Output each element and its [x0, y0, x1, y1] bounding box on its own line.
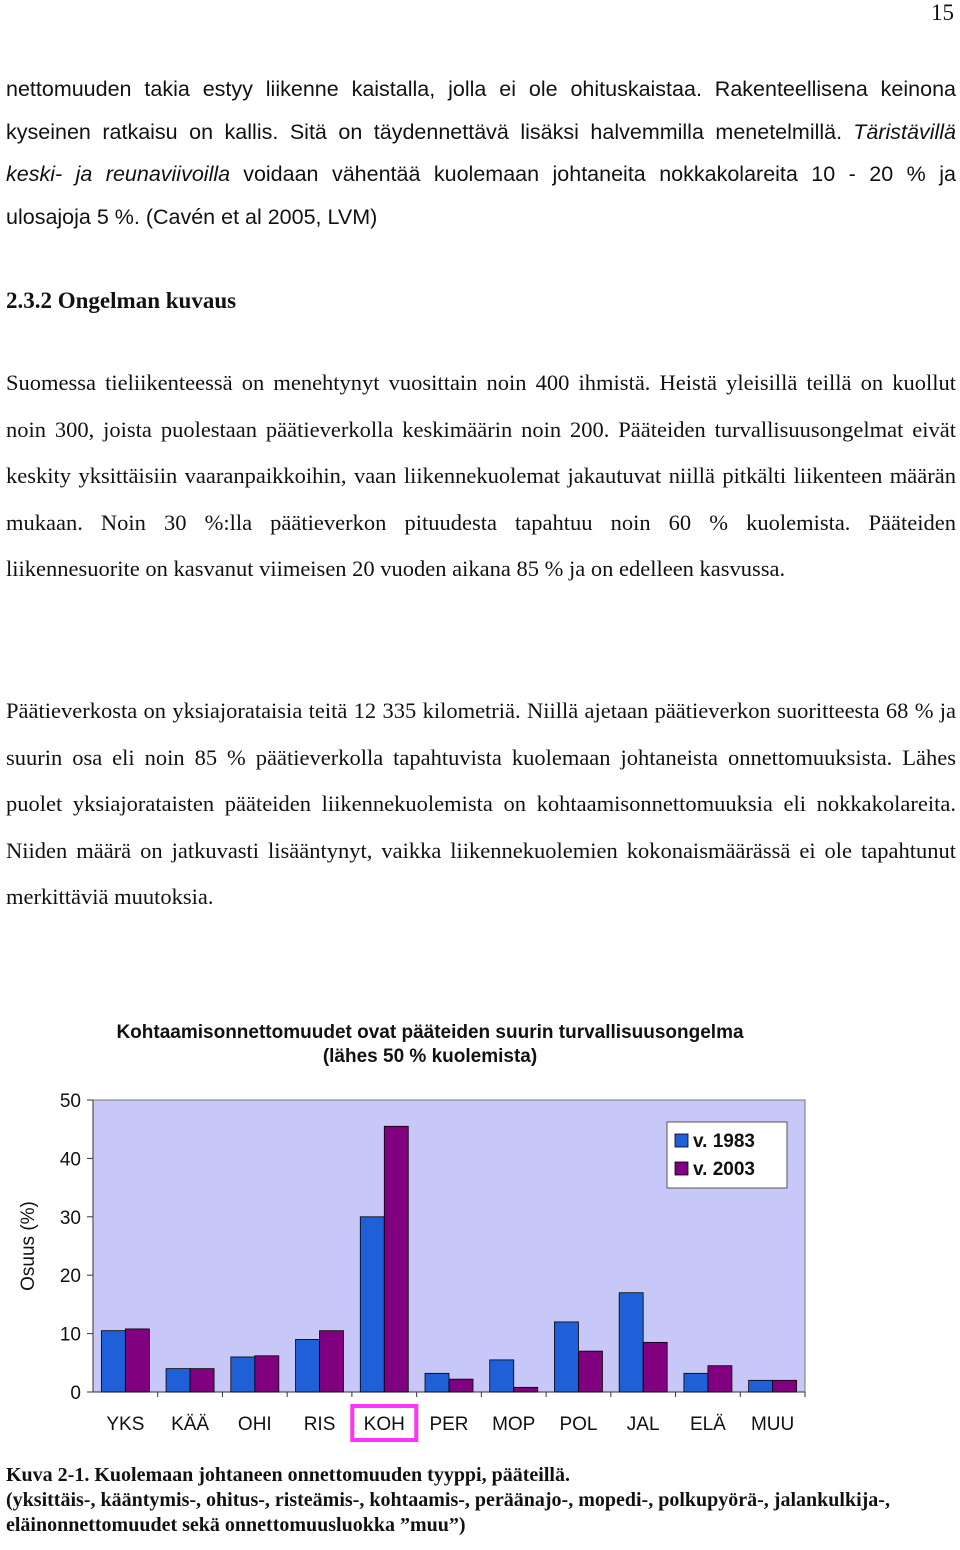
- legend-swatch-2: [675, 1162, 688, 1175]
- bar-chart: [0, 1010, 820, 1450]
- paragraph-intro-text: nettomuuden takia estyy liikenne kaistalla, jolla ei ole ohituskaistaa. Rakenteellisena keinona kyseinen ratkaisu on kallis. Sitä on täydennettävä lisäksi halvemmilla menetelmillä.: [6, 77, 956, 144]
- chart-title-line-2: (lähes 50 % kuolemista): [322, 1046, 538, 1067]
- bar-ris-series-1: [296, 1339, 320, 1392]
- y-tick-label: 30: [59, 1207, 81, 1229]
- figure-caption: [6, 1463, 956, 1538]
- paragraph-problem: Suomessa tieliikenteessä on menehtynyt vuosittain noin 400 ihmistä. Heistä yleisillä teillä on kuollut noin 300, joista puolestaan päätieverkolla keskimäärin noin 200. Pääteiden turvallisuusongelmat eivät keskity yksittäisiin vaaranpaikkoihin, vaan liikennekuolemat jakautuvat niillä pitkälti liikenteen määrän mukaan. Noin 30 %:lla päätieverkon pituudesta tapahtuu noin 60 % kuolemista. Pääteiden liikennesuorite on kasvanut viimeisen 20 vuoden aikana 85 % ja on edelleen kasvussa.: [6, 370, 956, 581]
- bar-elä-series-1: [684, 1373, 708, 1392]
- paragraph-intro-text-end: voidaan vähentää kuolemaan johtaneita nokkakolareita 10 - 20 % ja ulosajoja 5 %. (Cavén et al 2005, LVM): [6, 162, 956, 229]
- bar-koh-series-1: [360, 1217, 384, 1392]
- y-tick-label: 40: [59, 1149, 81, 1171]
- chart-svg: [0, 1010, 820, 1450]
- bar-ohi-series-1: [231, 1357, 255, 1392]
- x-tick-label: OHI: [237, 1414, 272, 1435]
- bar-jal-series-2: [643, 1342, 667, 1392]
- bar-kää-series-1: [166, 1369, 190, 1392]
- y-tick-label: 50: [59, 1091, 81, 1112]
- bar-muu-series-2: [773, 1380, 797, 1392]
- caption-line-2: (yksittäis-, kääntymis-, ohitus-, risteämis-, kohtaamis-, peräänajo-, mopedi-, polkupyörä-, jalankulkija-, eläinonnettomuudet sekä onnettomuusluokka ”muu”): [6, 1489, 890, 1536]
- bar-yks-series-2: [125, 1329, 149, 1392]
- caption-line-1: Kuva 2-1. Kuolemaan johtaneen onnettomuuden tyyppi, pääteillä.: [6, 1464, 570, 1486]
- bar-kää-series-2: [190, 1369, 214, 1392]
- bar-per-series-1: [425, 1373, 449, 1392]
- legend-label-1: v. 1983: [693, 1131, 755, 1152]
- bar-yks-series-1: [101, 1331, 125, 1392]
- bar-per-series-2: [449, 1379, 473, 1392]
- bar-ris-series-2: [320, 1331, 344, 1392]
- legend-swatch-1: [675, 1134, 688, 1147]
- bar-elä-series-2: [708, 1366, 732, 1392]
- x-tick-label: RIS: [303, 1414, 336, 1435]
- paragraph-intro-italic: Täristävillä keski- ja reunaviivoilla: [6, 119, 956, 186]
- bar-pol-series-2: [578, 1351, 602, 1392]
- bar-mop-series-1: [490, 1360, 514, 1392]
- x-tick-label: MOP: [492, 1414, 536, 1435]
- x-tick-label: YKS: [106, 1414, 145, 1435]
- y-axis-label: Osuus (%): [18, 1201, 39, 1291]
- y-tick-label: 20: [59, 1266, 81, 1288]
- paragraph-main-roads: Päätieverkosta on yksiajorataisia teitä 12 335 kilometriä. Niillä ajetaan päätieverkon suoritteesta 68 % ja suurin osa eli noin 85 % päätieverkolla tapahtuvista kuolemaan johtaneista onnettomuuksista. Lähes puolet yksiajorataisten pääteiden liikennekuolemista on kohtaamisonnettomuuksia eli nokkakolareita. Niiden määrä on jatkuvasti lisääntynyt, vaikka liikennekuolemien kokonaismäärässä ei ole tapahtunut merkittäviä muutoksia.: [6, 698, 956, 909]
- y-tick-label: 10: [59, 1324, 81, 1346]
- page-number: 15: [931, 0, 954, 25]
- paragraph-intro: [6, 68, 956, 238]
- section-heading: 2.3.2 Ongelman kuvaus: [6, 288, 237, 313]
- bar-jal-series-1: [619, 1293, 643, 1392]
- bar-muu-series-1: [749, 1380, 773, 1392]
- bar-ohi-series-2: [255, 1356, 279, 1392]
- bar-koh-series-2: [384, 1126, 408, 1392]
- y-tick-label: 0: [70, 1383, 81, 1404]
- legend-label-2: v. 2003: [693, 1159, 755, 1180]
- bar-pol-series-1: [554, 1322, 578, 1392]
- chart-title-line-1: Kohtaamisonnettomuudet ovat pääteiden suurin turvallisuusongelma: [116, 1022, 744, 1043]
- x-tick-label: JAL: [626, 1414, 660, 1435]
- x-tick-label: ELÄ: [689, 1414, 726, 1435]
- x-tick-label: PER: [429, 1414, 469, 1435]
- x-tick-label: KOH: [363, 1414, 405, 1435]
- x-tick-label: KÄÄ: [171, 1414, 210, 1435]
- x-tick-label: POL: [559, 1414, 598, 1435]
- x-tick-label: MUU: [750, 1414, 795, 1435]
- bar-mop-series-2: [514, 1387, 538, 1392]
